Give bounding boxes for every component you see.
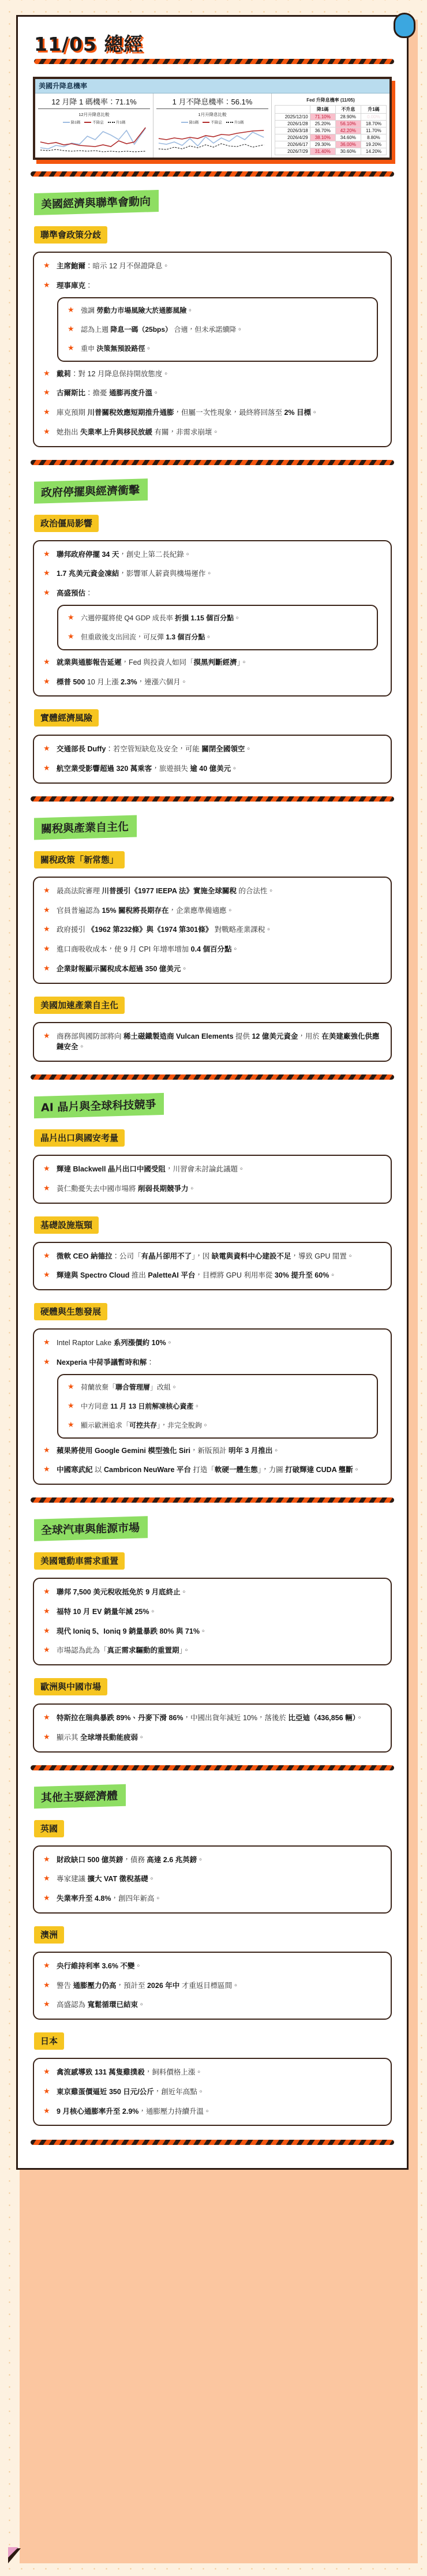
bullet-item [42, 427, 380, 438]
cell-cut1: 25.20% [310, 121, 335, 128]
bullet-item [42, 2106, 380, 2117]
star-bullet-icon: ★ [43, 388, 50, 397]
star-bullet-icon: ★ [43, 280, 50, 289]
cell-hike1: 14.20% [361, 148, 386, 155]
bullet-item [42, 388, 380, 399]
bullet-text: 她指出 失業率上升與移民放緩 有關，非需求崩壞。 [57, 428, 219, 436]
bullet-item [66, 324, 368, 335]
bullet-item [42, 1251, 380, 1262]
bullet-text: 現代 Ioniq 5、Ioniq 9 銷量暴跌 80% 與 71%。 [57, 1627, 207, 1635]
section-divider [31, 171, 394, 177]
bullet-item [66, 632, 368, 642]
bullet-item [42, 588, 380, 599]
january-stat: 1 月不降息機率：56.1% [156, 96, 268, 109]
bullet-text: 主席鮑爾：暗示 12 月不保證降息。 [57, 262, 170, 270]
bullet-text: 財政缺口 500 億英鎊，債務 高達 2.6 兆英鎊。 [57, 1855, 204, 1864]
bullet-text: 進口商吸收成本，使 9 月 CPI 年增率增加 0.4 個百分點。 [57, 945, 239, 953]
january-caption: 1月升降息比較 [198, 112, 227, 117]
bullet-item [42, 1031, 380, 1053]
bullet-item [42, 1713, 380, 1724]
page-title: 11/05 總經 [34, 33, 144, 55]
sections-container [31, 171, 394, 2126]
bullet-text: 蘋果將使用 Google Gemini 模型強化 Siri，新版預計 明年 3 月推出。 [57, 1446, 280, 1455]
star-bullet-icon: ★ [43, 1606, 50, 1615]
table-row [275, 121, 387, 128]
star-bullet-icon: ★ [68, 343, 74, 352]
bullet-item [42, 763, 380, 774]
star-bullet-icon: ★ [43, 963, 50, 972]
bullet-item [42, 369, 380, 380]
star-bullet-icon: ★ [43, 744, 50, 753]
bullet-box [33, 540, 392, 697]
bullet-text: 理事庫克： [57, 281, 93, 290]
cell-date: 2026/7/29 [275, 148, 310, 155]
nested-bullet-box [57, 297, 378, 362]
fed-probability-figure [33, 77, 392, 160]
section-divider [31, 796, 394, 802]
bullet-text: 9 月核心通膨率升至 2.9%，通膨壓力持續升溫。 [57, 2107, 211, 2116]
subsection-heading: 實體經濟風險 [34, 709, 99, 727]
bullet-text: 但重啟後支出回流，可反彈 1.3 個百分點。 [81, 632, 212, 641]
subsection-heading: 硬體與生態發展 [34, 1303, 107, 1320]
star-bullet-icon: ★ [43, 568, 50, 578]
bullet-text: 航空業受影響超過 320 萬乘客，旅遊損失 逾 40 億美元。 [57, 765, 238, 773]
cell-hold: 42.20% [335, 128, 361, 134]
star-bullet-icon: ★ [43, 588, 50, 597]
bullet-item [42, 1164, 380, 1175]
bullet-text: 古爾斯比：擔憂 通膨再度升溫。 [57, 389, 160, 398]
bullet-box [33, 1952, 392, 2020]
table-header-row [275, 106, 387, 114]
bullet-list [42, 886, 380, 975]
star-bullet-icon: ★ [43, 426, 50, 436]
table-row [275, 128, 387, 134]
star-bullet-icon: ★ [43, 1626, 50, 1635]
section-heading: 美國經濟與聯準會動向 [34, 190, 159, 215]
col-hike1: 升1碼 [361, 106, 386, 114]
bullet-item [42, 1465, 380, 1476]
cell-hike1: 19.20% [361, 141, 386, 148]
bullet-text: 庫克預期 川普關稅效應短期推升通膨，但屬一次性現象，最終將回落至 2% 目標。 [57, 409, 319, 417]
bullet-text: 特斯拉在瑞典暴跌 89%、丹麥下滑 86%，中國出貨年減近 10%，落後於 比亞迪（436,856 輛）。 [57, 1714, 364, 1722]
bullet-text: 就業與通膨報告延遲，Fed 與投資人如同「摸黑判斷經濟」。 [57, 658, 248, 667]
bullet-text: 東京雞蛋價逼近 350 日元/公斤，創近年高點。 [57, 2087, 205, 2096]
bullet-text: 最高法院審理 川普援引《1977 IEEPA 法》實施全球關稅 的合法性。 [57, 886, 275, 895]
subsection-heading: 基礎設施瓶頸 [34, 1216, 99, 1234]
section-heading: AI 晶片與全球科技競爭 [34, 1093, 164, 1118]
cell-date: 2026/1/28 [275, 121, 310, 128]
star-bullet-icon: ★ [43, 1854, 50, 1863]
star-bullet-icon: ★ [43, 1645, 50, 1654]
bullet-item [42, 2087, 380, 2098]
star-bullet-icon: ★ [43, 924, 50, 934]
bullet-text: 警告 通膨壓力仍高，預計至 2026 年中 才重返目標區間。 [57, 1981, 239, 1990]
bullet-item [42, 1980, 380, 1991]
star-bullet-icon: ★ [43, 1465, 50, 1474]
star-bullet-icon: ★ [43, 676, 50, 686]
bullet-item [42, 549, 380, 560]
bullet-box [33, 735, 392, 784]
bullet-text: 高盛預估： [57, 589, 93, 597]
bullet-text: Intel Raptor Lake 系列漲價約 10%。 [57, 1339, 174, 1347]
bullet-item [42, 924, 380, 935]
bullet-text: 聯邦政府停擺 34 天，創史上第二長紀錄。 [57, 550, 192, 559]
bullet-item [66, 613, 368, 623]
bullet-item [42, 677, 380, 688]
bullet-text: 禽流感導致 131 萬隻雞撲殺，飼料價格上漲。 [57, 2068, 203, 2076]
section-divider [31, 1765, 394, 1770]
star-bullet-icon: ★ [43, 2086, 50, 2095]
bullet-text: 輝達 Blackwell 晶片出口中國受阻，川習會未討論此議題。 [57, 1165, 245, 1173]
bullet-item [42, 1874, 380, 1885]
bullet-text: 專家建議 擴大 VAT 徵稅基礎。 [57, 1875, 156, 1884]
section-divider [31, 1074, 394, 1080]
bullet-text: 央行維持利率 3.6% 不變。 [57, 1961, 142, 1970]
legend-label: 升1碼 [115, 121, 126, 125]
cell-hold: 28.90% [335, 114, 361, 121]
bullet-text: 黃仁勳憂失去中國市場將 削弱長期競爭力。 [57, 1184, 196, 1193]
bullet-text: 強調 勞動力市場風險大於通膨風險。 [81, 306, 194, 314]
bullet-list [42, 2067, 380, 2117]
bullet-box [33, 877, 392, 984]
end-divider [31, 2140, 394, 2145]
bullet-text: 失業率升至 4.8%，創四年新高。 [57, 1894, 162, 1903]
bullet-item [42, 744, 380, 755]
cell-hold: 34.60% [335, 134, 361, 141]
bullet-box [33, 1328, 392, 1485]
bullet-text: 官員普遍認為 15% 關稅將長期存在，企業應準備適應。 [57, 906, 234, 915]
star-bullet-icon: ★ [43, 1445, 50, 1454]
bullet-item [42, 1446, 380, 1457]
bullet-text: 認為上週 降息一碼（25bps） 合適，但未承諾續降。 [81, 325, 244, 334]
star-bullet-icon: ★ [43, 763, 50, 772]
bullet-text: 顯示其 全球增長動能疲弱。 [57, 1733, 145, 1742]
bullet-box [33, 2058, 392, 2126]
bullet-list [42, 1855, 380, 1904]
bullet-item [42, 1626, 380, 1637]
bullet-item [42, 1270, 380, 1281]
bullet-box [33, 1845, 392, 1914]
subsection-heading: 關稅政策「新常態」 [34, 851, 125, 868]
bullet-list [42, 1713, 380, 1743]
cell-cut1: 71.10% [310, 114, 335, 121]
bullet-item [42, 2067, 380, 2078]
bullet-item [42, 1607, 380, 1618]
section-heading: 政府停擺與經濟衝擊 [34, 478, 148, 504]
bullet-item [42, 944, 380, 955]
star-bullet-icon: ★ [68, 1401, 74, 1410]
subsection-heading: 英國 [34, 1820, 64, 1837]
cell-date: 2026/6/17 [275, 141, 310, 148]
bullet-item [42, 1338, 380, 1349]
bullet-list [42, 1164, 380, 1195]
bullet-item [66, 1401, 368, 1411]
star-bullet-icon: ★ [43, 885, 50, 894]
subsection-heading: 澳洲 [34, 1926, 64, 1944]
bullet-text: 交通部長 Duffy：若空管短缺危及安全，可能 關閉全國領空。 [57, 745, 252, 754]
subsection-heading: 歐洲與中國市場 [34, 1678, 107, 1695]
bullet-list [42, 1961, 380, 2010]
star-bullet-icon: ★ [43, 657, 50, 666]
fed-probability-table [275, 105, 387, 155]
bullet-text: 聯邦 7,500 美元稅收抵免於 9 月底終止。 [57, 1588, 188, 1596]
bullet-text: 重申 決策無預設路徑。 [81, 344, 152, 353]
legend-label: 升1碼 [234, 121, 244, 125]
bullet-text: 六週停擺將使 Q4 GDP 成長率 折損 1.15 個百分點。 [81, 613, 241, 622]
bullet-text: 福特 10 月 EV 銷量年減 25%。 [57, 1607, 156, 1616]
cell-cut1: 29.30% [310, 141, 335, 148]
bullet-text: 企業財報顯示關稅成本超過 350 億美元。 [57, 964, 188, 973]
star-bullet-icon: ★ [43, 1338, 50, 1346]
bullet-text: 政府援引 《1962 第232條》與《1974 第301條》 對戰略產業課稅。 [57, 926, 272, 934]
cell-hold: 36.00% [335, 141, 361, 148]
cell-hike1: 11.70% [361, 128, 386, 134]
bullet-item [42, 1645, 380, 1656]
subsection-heading: 晶片出口與國安考量 [34, 1129, 125, 1147]
table-row [275, 141, 387, 148]
nested-bullet-list [66, 305, 368, 354]
january-sparkline [156, 126, 268, 152]
star-bullet-icon: ★ [43, 1713, 50, 1721]
january-legend [156, 119, 268, 125]
bullet-item [42, 1893, 380, 1904]
bullet-list [42, 744, 380, 774]
bullet-item [66, 1420, 368, 1431]
star-bullet-icon: ★ [43, 549, 50, 558]
col-date [275, 106, 310, 114]
bullet-item [42, 280, 380, 291]
subsection-heading: 美國電動車需求重置 [34, 1552, 125, 1570]
star-bullet-icon: ★ [43, 407, 50, 416]
bullet-text: 中國寒武紀 以 Cambricon NeuWare 平台 打造「軟硬一體生態」，力圖 打破輝達 CUDA 壟斷。 [57, 1466, 361, 1474]
nested-bullet-box [57, 1374, 378, 1439]
subsection-heading: 日本 [34, 2032, 64, 2050]
corner-circle-decoration [394, 13, 415, 38]
bullet-text: 荷蘭放棄「聯合管理層」改組。 [81, 1383, 178, 1391]
bullet-box [33, 1155, 392, 1204]
title-divider [34, 59, 394, 64]
star-bullet-icon: ★ [43, 1732, 50, 1741]
cell-date: 2025/12/10 [275, 114, 310, 121]
star-bullet-icon: ★ [43, 1250, 50, 1260]
bullet-item [42, 1961, 380, 1972]
bullet-list [42, 1031, 380, 1053]
bullet-text: 標普 500 10 月上漲 2.3%，連漲六個月。 [57, 677, 188, 686]
star-bullet-icon: ★ [43, 2067, 50, 2076]
star-bullet-icon: ★ [43, 261, 50, 269]
cell-date: 2026/4/29 [275, 134, 310, 141]
bullet-item [42, 407, 380, 418]
bullet-item [66, 343, 368, 354]
section-heading: 關稅與產業自主化 [34, 815, 137, 840]
cell-hike1: 18.70% [361, 121, 386, 128]
bullet-item [66, 305, 368, 316]
cell-hold: 56.10% [335, 121, 361, 128]
corner-pennant-decoration [8, 2548, 21, 2563]
bullet-text: 微軟 CEO 納德拉：公司「有晶片卻用不了」，因 缺電與資料中心建設不足，導致 GPU 閒置。 [57, 1252, 354, 1260]
star-bullet-icon: ★ [43, 1874, 50, 1883]
bullet-item [42, 657, 380, 668]
table-row [275, 148, 387, 155]
legend-label: 不降息 [211, 121, 222, 125]
star-bullet-icon: ★ [43, 1357, 50, 1366]
chart-panel-january [153, 93, 272, 158]
bullet-list [42, 1251, 380, 1282]
star-bullet-icon: ★ [43, 1183, 50, 1192]
subsection-heading: 聯準會政策分歧 [34, 226, 107, 244]
bullet-item [42, 1732, 380, 1743]
star-bullet-icon: ★ [68, 324, 74, 333]
december-sparkline [38, 126, 150, 152]
bullet-item [42, 1587, 380, 1598]
star-bullet-icon: ★ [43, 1031, 50, 1040]
bullet-item [66, 1382, 368, 1392]
bullet-text: 中方同意 11 月 13 日前解凍核心資產。 [81, 1402, 201, 1410]
table-row [275, 134, 387, 141]
december-stat: 12 月降 1 碼機率：71.1% [38, 96, 150, 109]
section-divider [31, 1497, 394, 1503]
cell-date: 2026/3/18 [275, 128, 310, 134]
subsection-heading: 政治僵局影響 [34, 515, 99, 532]
bullet-text: 輝達與 Spectro Cloud 推出 PaletteAI 平台，目標將 GPU 利用率從 30% 提升至 60%。 [57, 1271, 336, 1280]
bullet-text: 商務部與國防部將向 稀土磁鐵製造商 Vulcan Elements 提供 12 億美元資金，用於 在美建廠強化供應鏈安全。 [57, 1032, 380, 1051]
bullet-list [42, 261, 380, 438]
subsection-heading: 美國加速產業自主化 [34, 997, 125, 1014]
bullet-text: 市場認為此為「真正需求驅動的重置期」。 [57, 1646, 190, 1655]
star-bullet-icon: ★ [43, 1270, 50, 1279]
bullet-item [42, 2000, 380, 2010]
figure-header: 美國升降息機率 [35, 79, 389, 93]
star-bullet-icon: ★ [43, 2000, 50, 2009]
bullet-item [42, 905, 380, 916]
bullet-text: 戴莉：對 12 月降息保持開放態度。 [57, 369, 170, 378]
star-bullet-icon: ★ [68, 631, 74, 641]
star-bullet-icon: ★ [43, 368, 50, 377]
bullet-box [33, 252, 392, 447]
bullet-box [33, 1578, 392, 1665]
star-bullet-icon: ★ [43, 1980, 50, 1989]
bullet-text: 1.7 兆美元資金凍結，影響軍人薪資與機場運作。 [57, 570, 213, 578]
content-card [16, 15, 409, 2170]
bullet-item [42, 1357, 380, 1368]
bullet-list [42, 549, 380, 688]
star-bullet-icon: ★ [68, 305, 74, 314]
nested-bullet-list [66, 613, 368, 642]
fed-probability-table-panel [272, 93, 389, 158]
bullet-item [42, 964, 380, 975]
bullet-text: 顯示歐洲追求「可控共存」，非完全脫鉤。 [81, 1421, 209, 1429]
bullet-text: 高盛認為 寬鬆循環已結束。 [57, 2001, 145, 2009]
fed-table-caption: Fed 升降息機率 (11/05) [306, 98, 355, 103]
star-bullet-icon: ★ [43, 1893, 50, 1902]
bullet-item [42, 261, 380, 272]
cell-cut1: 36.70% [310, 128, 335, 134]
bullet-box [33, 1022, 392, 1062]
cell-cut1: 38.10% [310, 134, 335, 141]
cell-hold: 30.60% [335, 148, 361, 155]
star-bullet-icon: ★ [68, 1420, 74, 1429]
chart-panel-december [35, 93, 153, 158]
bullet-list [42, 1338, 380, 1476]
legend-label: 降1碼 [189, 121, 199, 125]
nested-bullet-box [57, 605, 378, 650]
bullet-box [33, 1242, 392, 1291]
legend-label: 不降息 [92, 121, 104, 125]
star-bullet-icon: ★ [43, 2106, 50, 2115]
bullet-item [42, 568, 380, 579]
col-hold: 不升息 [335, 106, 361, 114]
bullet-item [42, 1855, 380, 1866]
section-heading: 全球汽車與能源市場 [34, 1516, 148, 1541]
star-bullet-icon: ★ [43, 1587, 50, 1596]
star-bullet-icon: ★ [43, 1164, 50, 1173]
section-divider [31, 460, 394, 465]
december-caption: 12月升降息比較 [78, 112, 110, 117]
cell-hike1: 8.80% [361, 134, 386, 141]
bullet-item [42, 886, 380, 897]
star-bullet-icon: ★ [68, 612, 74, 621]
star-bullet-icon: ★ [43, 1960, 50, 1970]
bullet-box [33, 1703, 392, 1753]
star-bullet-icon: ★ [68, 1381, 74, 1391]
star-bullet-icon: ★ [43, 905, 50, 914]
cell-cut1: 31.40% [310, 148, 335, 155]
legend-label: 降1碼 [70, 121, 81, 125]
bullet-item [42, 1184, 380, 1195]
bullet-list [42, 1587, 380, 1656]
table-row [275, 114, 387, 121]
nested-bullet-list [66, 1382, 368, 1431]
section-heading: 其他主要經濟體 [34, 1784, 126, 1808]
bullet-text: Nexperia 中荷爭議暫時和解： [57, 1358, 154, 1366]
col-cut1: 降1碼 [310, 106, 335, 114]
december-legend [38, 119, 150, 125]
cell-hike1: 0.00% [361, 114, 386, 121]
star-bullet-icon: ★ [43, 944, 50, 953]
